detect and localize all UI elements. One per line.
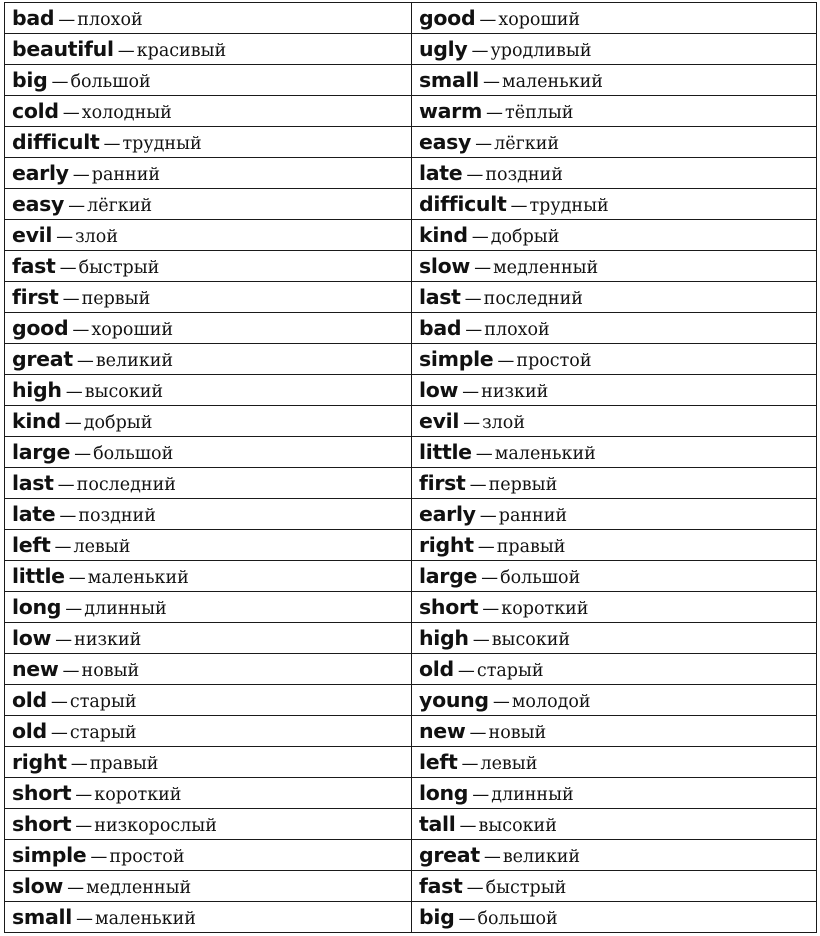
dash-separator: — [461,754,479,774]
dash-separator: — [54,537,72,557]
table-row [5,623,817,654]
right-column-cell [412,716,817,747]
english-word: late [419,161,463,185]
russian-translation: большой [70,72,151,92]
russian-translation: последний [76,475,176,495]
russian-translation: холодный [81,103,172,123]
dash-separator: — [472,630,490,650]
russian-translation: высокий [491,630,571,650]
dash-separator: — [463,413,481,433]
table-row [5,592,817,623]
english-word: first [419,471,466,495]
left-column-cell [5,313,412,344]
dash-separator: — [469,723,487,743]
right-column-cell [412,840,817,871]
russian-translation: старый [69,723,137,743]
right-column-cell [412,871,817,902]
russian-translation: маленький [94,909,196,929]
english-word: right [419,533,474,557]
russian-translation: правый [89,754,159,774]
left-column-cell [5,65,412,96]
english-word: late [12,502,56,526]
russian-translation: ранний [498,506,568,526]
english-word: difficult [419,192,507,216]
dash-separator: — [67,878,85,898]
english-word: last [12,471,54,495]
russian-translation: ранний [91,165,161,185]
russian-translation: лёгкий [494,134,560,154]
left-column-cell [5,685,412,716]
english-word: low [12,626,52,650]
vocabulary-table-body [5,3,817,933]
right-column-cell [412,902,817,933]
russian-translation: добрый [83,413,153,433]
dash-separator: — [51,72,69,92]
english-word: bad [419,316,462,340]
english-word: evil [419,409,460,433]
english-word: good [12,316,69,340]
russian-translation: хороший [91,320,174,340]
russian-translation: старый [476,661,544,681]
english-word: high [12,378,62,402]
russian-translation: красивый [136,41,227,61]
english-word: short [12,781,72,805]
russian-translation: великий [95,351,174,371]
right-column-cell [412,499,817,530]
dash-separator: — [458,909,476,929]
russian-translation: старый [69,692,137,712]
left-column-cell [5,499,412,530]
left-column-cell [5,375,412,406]
english-word: bad [12,6,55,30]
dash-separator: — [465,320,483,340]
dash-separator: — [59,258,77,278]
dash-separator: — [466,878,484,898]
english-word: small [419,68,479,92]
table-row [5,530,817,561]
left-column-cell [5,96,412,127]
russian-translation: маленький [494,444,596,464]
english-word: right [12,750,67,774]
table-row [5,685,817,716]
russian-translation: тёплый [505,103,574,123]
russian-translation: трудный [529,196,609,216]
dash-separator: — [497,351,515,371]
left-column-cell [5,592,412,623]
english-word: large [12,440,71,464]
right-column-cell [412,530,817,561]
dash-separator: — [464,289,482,309]
table-row [5,499,817,530]
english-word: great [419,843,480,867]
right-column-cell [412,96,817,127]
russian-translation: уродливый [490,41,592,61]
russian-translation: маленький [87,568,189,588]
left-column-cell [5,530,412,561]
english-word: large [419,564,478,588]
russian-translation: злой [482,413,525,433]
table-row [5,747,817,778]
right-column-cell [412,437,817,468]
right-column-cell [412,65,817,96]
left-column-cell [5,809,412,840]
dash-separator: — [471,227,489,247]
dash-separator: — [72,320,90,340]
table-row [5,158,817,189]
vocabulary-table [4,2,817,933]
russian-translation: левый [480,754,538,774]
russian-translation: высокий [84,382,164,402]
english-word: easy [419,130,472,154]
dash-separator: — [462,382,480,402]
right-column-cell [412,34,817,65]
english-word: short [12,812,72,836]
english-word: short [419,595,479,619]
dash-separator: — [457,661,475,681]
russian-translation: простой [109,847,185,867]
left-column-cell [5,127,412,158]
right-column-cell [412,158,817,189]
english-word: kind [419,223,468,247]
english-word: evil [12,223,53,247]
russian-translation: короткий [501,599,589,619]
russian-translation: первый [81,289,151,309]
right-column-cell [412,406,817,437]
russian-translation: злой [75,227,118,247]
table-row [5,189,817,220]
dash-separator: — [50,723,68,743]
russian-translation: добрый [490,227,560,247]
dash-separator: — [492,692,510,712]
russian-translation: медленный [86,878,192,898]
right-column-cell [412,623,817,654]
russian-translation: новый [488,723,547,743]
russian-translation: поздний [485,165,563,185]
table-row [5,437,817,468]
dash-separator: — [486,103,504,123]
english-word: early [12,161,69,185]
dash-separator: — [75,785,93,805]
english-word: long [12,595,62,619]
english-word: left [12,533,51,557]
table-row [5,840,817,871]
table-row [5,220,817,251]
russian-translation: большой [93,444,174,464]
left-column-cell [5,840,412,871]
table-row [5,871,817,902]
dash-separator: — [466,165,484,185]
english-word: ugly [419,37,468,61]
left-column-cell [5,251,412,282]
right-column-cell [412,3,817,34]
russian-translation: простой [516,351,592,371]
english-word: little [419,440,472,464]
russian-translation: хороший [498,10,581,30]
english-word: kind [12,409,61,433]
russian-translation: маленький [501,72,603,92]
left-column-cell [5,189,412,220]
russian-translation: длинный [84,599,167,619]
dash-separator: — [55,630,73,650]
english-word: first [12,285,59,309]
english-word: last [419,285,461,309]
left-column-cell [5,158,412,189]
dash-separator: — [64,413,82,433]
table-row [5,313,817,344]
dash-separator: — [75,909,93,929]
russian-translation: лёгкий [87,196,153,216]
dash-separator: — [59,506,77,526]
dash-separator: — [475,444,493,464]
table-row [5,809,817,840]
russian-translation: поздний [78,506,156,526]
russian-translation: низкий [74,630,142,650]
russian-translation: длинный [491,785,574,805]
dash-separator: — [62,289,80,309]
russian-translation: последний [483,289,583,309]
english-word: old [419,657,454,681]
dash-separator: — [68,196,86,216]
left-column-cell [5,902,412,933]
dash-separator: — [62,661,80,681]
english-word: tall [419,812,456,836]
left-column-cell [5,561,412,592]
russian-translation: плохой [77,10,143,30]
left-column-cell [5,220,412,251]
english-word: slow [12,874,64,898]
english-word: beautiful [12,37,114,61]
dash-separator: — [50,692,68,712]
english-word: simple [419,347,494,371]
dash-separator: — [72,165,90,185]
right-column-cell [412,220,817,251]
right-column-cell [412,375,817,406]
dash-separator: — [481,568,499,588]
table-row [5,778,817,809]
right-column-cell [412,778,817,809]
left-column-cell [5,747,412,778]
russian-translation: первый [488,475,558,495]
dash-separator: — [68,568,86,588]
table-row [5,716,817,747]
english-word: left [419,750,458,774]
russian-translation: низкорослый [94,816,217,836]
dash-separator: — [482,599,500,619]
dash-separator: — [90,847,108,867]
english-word: early [419,502,476,526]
right-column-cell [412,809,817,840]
russian-translation: быстрый [78,258,160,278]
right-column-cell [412,468,817,499]
russian-translation: большой [500,568,581,588]
dash-separator: — [472,785,490,805]
english-word: little [12,564,65,588]
right-column-cell [412,654,817,685]
right-column-cell [412,344,817,375]
english-word: easy [12,192,65,216]
english-word: long [419,781,469,805]
right-column-cell [412,561,817,592]
table-row [5,96,817,127]
left-column-cell [5,468,412,499]
russian-translation: быстрый [485,878,567,898]
table-row [5,251,817,282]
dash-separator: — [57,475,75,495]
dash-separator: — [474,258,492,278]
dash-separator: — [75,816,93,836]
english-word: difficult [12,130,100,154]
left-column-cell [5,871,412,902]
english-word: good [419,6,476,30]
right-column-cell [412,282,817,313]
dash-separator: — [103,134,121,154]
dash-separator: — [479,10,497,30]
russian-translation: низкий [481,382,549,402]
table-row [5,375,817,406]
right-column-cell [412,251,817,282]
dash-separator: — [65,382,83,402]
dash-separator: — [459,816,477,836]
english-word: warm [419,99,483,123]
left-column-cell [5,3,412,34]
english-word: old [12,719,47,743]
table-row [5,902,817,933]
dash-separator: — [65,599,83,619]
dash-separator: — [483,847,501,867]
english-word: slow [419,254,471,278]
english-word: fast [12,254,56,278]
right-column-cell [412,592,817,623]
english-word: low [419,378,459,402]
left-column-cell [5,282,412,313]
left-column-cell [5,406,412,437]
russian-translation: медленный [493,258,599,278]
left-column-cell [5,34,412,65]
english-word: big [419,905,455,929]
left-column-cell [5,778,412,809]
dash-separator: — [477,537,495,557]
english-word: great [12,347,73,371]
table-row [5,65,817,96]
left-column-cell [5,437,412,468]
russian-translation: трудный [122,134,202,154]
russian-translation: большой [477,909,558,929]
dash-separator: — [479,506,497,526]
right-column-cell [412,747,817,778]
dash-separator: — [70,754,88,774]
dash-separator: — [471,41,489,61]
russian-translation: высокий [478,816,557,836]
right-column-cell [412,189,817,220]
russian-translation: великий [502,847,581,867]
russian-translation: правый [496,537,566,557]
table-row [5,406,817,437]
dash-separator: — [58,10,76,30]
dash-separator: — [117,41,135,61]
left-column-cell [5,716,412,747]
table-row [5,3,817,34]
table-row [5,468,817,499]
dash-separator: — [482,72,500,92]
english-word: high [419,626,469,650]
table-row [5,561,817,592]
table-row [5,34,817,65]
right-column-cell [412,127,817,158]
russian-translation: плохой [484,320,550,340]
dash-separator: — [475,134,493,154]
dash-separator: — [56,227,74,247]
russian-translation: новый [81,661,140,681]
left-column-cell [5,344,412,375]
english-word: simple [12,843,87,867]
russian-translation: левый [73,537,131,557]
left-column-cell [5,623,412,654]
right-column-cell [412,313,817,344]
english-word: fast [419,874,463,898]
english-word: big [12,68,48,92]
table-row [5,344,817,375]
english-word: old [12,688,47,712]
russian-translation: короткий [94,785,182,805]
dash-separator: — [510,196,528,216]
table-row [5,654,817,685]
dash-separator: — [74,444,92,464]
english-word: cold [12,99,59,123]
english-word: young [419,688,489,712]
russian-translation: молодой [511,692,591,712]
table-row [5,282,817,313]
right-column-cell [412,685,817,716]
english-word: new [12,657,59,681]
english-word: small [12,905,72,929]
english-word: new [419,719,466,743]
left-column-cell [5,654,412,685]
dash-separator: — [76,351,94,371]
dash-separator: — [469,475,487,495]
dash-separator: — [62,103,80,123]
table-row [5,127,817,158]
